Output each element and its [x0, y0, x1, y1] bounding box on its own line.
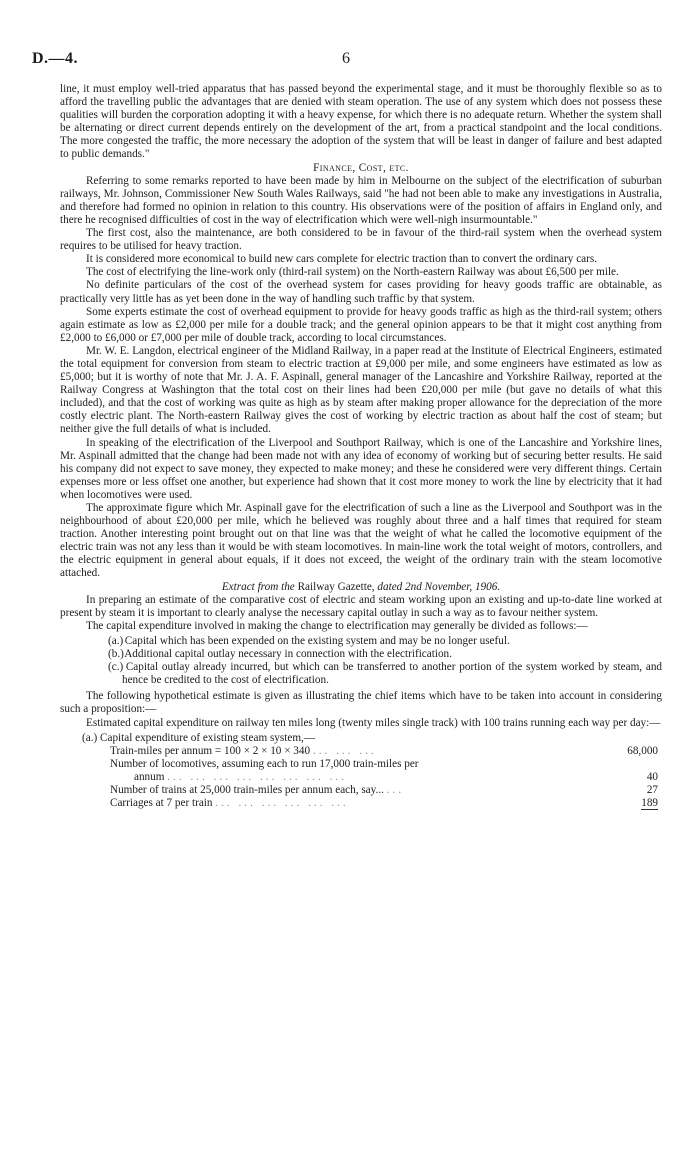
- extract-heading-source: Extract from the: [221, 580, 295, 593]
- paragraph: Mr. W. E. Langdon, electrical engineer of the Midland Railway, in a paper read at the Institute of Electrical Engineers, estimated the total equipment for conversion from steam to electric traction at £9,000 per mile, and some engineers have estimated as low as £5,000; but it is worthy of note that Mr. J. A. F. Aspinall, general manager of the Lancashire and Yorkshire Railway, reported at the Railway Congress at Washington that the total cost on their lines had been £20,000 per mile (but gave no details of what this included), and that the cost of working was quite as high as by steam after making proper allowance for the depreciation of the more costly electric plant. The North-eastern Railway gives the cost of working by electric traction as about half the cost of steam; but neither give the full details of what is included.: [60, 344, 662, 436]
- extract-heading: [60, 581, 662, 594]
- paragraph: No definite particulars of the cost of the overhead system for cases providing for heavy goods traffic are obtainable, as practically very little has as yet been done in the way of handling such traffic by that system.: [60, 279, 662, 305]
- estimate-row-label: Number of locomotives, assuming each to run 17,000 train-miles per: [110, 757, 419, 770]
- list-marker: (b.): [108, 648, 124, 661]
- estimate-row-value: 40: [646, 770, 658, 783]
- list-item-text: Capital outlay already incurred, but which can be transferred to another portion of the system worked by steam, and hence be credited to the cost of electrification.: [122, 661, 663, 687]
- paragraph: In preparing an estimate of the comparative cost of electric and steam working upon an existing and up-to-date line worked at present by steam it is important to clearly analyse the necessary capital outlay in such a way as to favour neither system.: [60, 593, 662, 619]
- document-id: D.—4.: [32, 50, 79, 67]
- paragraph: The following hypothetical estimate is given as illustrating the chief items which have to be taken into account in considering such a proposition:—: [60, 690, 662, 716]
- paragraph: It is considered more economical to build new cars complete for electric traction than to convert the ordinary cars.: [86, 253, 598, 266]
- list-item-text: Capital which has been expended on the existing system and may be no longer useful.: [124, 634, 510, 647]
- list-item: [60, 661, 662, 687]
- extract-heading-publication: Railway Gazette,: [294, 580, 378, 593]
- list-marker: (a.): [108, 634, 124, 647]
- table-row: [60, 771, 662, 784]
- paragraph: In speaking of the electrification of the Liverpool and Southport Railway, which is one of the Lancashire and Yorkshire lines, Mr. Aspinall admitted that the change had been made not with any idea of economy of working but of securing better results. He said his company did not expect to save money, they expected to make money; and these he considered were very different things. Certain expenses more or less offset one another, but experience had shown that it cost more money to work the line by electricity that it had when locomotives were used.: [60, 436, 662, 501]
- table-row: [60, 758, 662, 771]
- list-item-text: Additional capital outlay necessary in connection with the electrification.: [124, 648, 452, 661]
- estimate-table: [60, 732, 662, 811]
- paragraph: The cost of electrifying the line-work only (third-rail system) on the North-eastern Railway was about £6,500 per mile.: [86, 266, 619, 279]
- section-heading-finance: Finance, Cost, etc.: [313, 161, 409, 174]
- table-row: [60, 732, 662, 745]
- list-item: [60, 635, 662, 648]
- paragraph: Some experts estimate the cost of overhead equipment to provide for heavy goods traffic as high as the third-rail system; others again estimate as low as £2,000 per mile for a double track; and the general opinion appears to be that it might cost anything from £2,000 to £6,000 or £7,000 per mile of double track, according to local circumstances.: [60, 305, 662, 344]
- page-number: 6: [342, 50, 350, 67]
- paragraph: Estimated capital expenditure on railway ten miles long (twenty miles single track) with 100 trains running each way per day:—: [86, 716, 661, 729]
- table-row: [60, 797, 662, 810]
- estimate-row-label: annum ... ... ... ... ... ... ... ...: [134, 770, 347, 783]
- table-row: [60, 745, 662, 758]
- paragraph: The first cost, also the maintenance, are both considered to be in favour of the third-rail system when the overhead system requires to be utilised for heavy traction.: [60, 227, 662, 253]
- list-item: [60, 648, 662, 661]
- extract-heading-date: dated 2nd November, 1906.: [377, 580, 501, 593]
- paragraph: The approximate figure which Mr. Aspinall gave for the electrification of such a line as the Liverpool and Southport was in the neighbourhood of about £20,000 per mile, which he believed was roughly about three and a half times that required for steam traction. Another interesting point brought out on that line was that the weight of what he called the locomotive equipment of the electric train was not any less than it would be with steam locomotives. In main-line work the total weight of motors, controllers, and the electric equipment in general about equals, if it does not exceed, the weight of the ordinary train with the steam locomotive attached.: [60, 502, 662, 580]
- document-body: [60, 83, 662, 810]
- estimate-row-label: Train-miles per annum = 100 × 2 × 10 × 340 ... ... ...: [110, 744, 377, 757]
- table-row: [60, 784, 662, 797]
- capital-list: [60, 635, 662, 687]
- estimate-section-label: (a.) Capital expenditure of existing steam system,—: [82, 731, 316, 744]
- paragraph: line, it must employ well-tried apparatus that has passed beyond the experimental stage, and it must be thoroughly flexible so as to afford the travelling public the advantages that are denied with steam operation. The use of any system which does not possess these qualities will burden the corporation adopting it with a heavy expense, for which there is no adequate return. Whether the system shall be alternating or direct current depends entirely on the development of the art, from a practical standpoint and the local conditions. The more congested the traffic, the more necessary the adoption of the system that will be least in danger of failure and best adapted to public demands.": [60, 83, 662, 161]
- list-marker: (c.): [108, 661, 124, 674]
- estimate-row-label: Number of trains at 25,000 train-miles per annum each, say... ...: [110, 783, 405, 796]
- page-header: [0, 50, 700, 74]
- estimate-row-value: 27: [646, 783, 658, 796]
- paragraph: The capital expenditure involved in making the change to electrification may generally be divided as follows:—: [86, 619, 588, 632]
- paragraph: Referring to some remarks reported to have been made by him in Melbourne on the subject of the electrification of suburban railways, Mr. Johnson, Commissioner New South Wales Railways, said "he had not been able to make any investigations in Australia, and therefore had formed no opinion in relation to this country. His observations were of the position of affairs in England only, and there he recognised difficulties of cost in the way of electrification which were well-nigh insurmountable.": [60, 174, 662, 226]
- estimate-row-value: 189: [641, 797, 658, 810]
- estimate-row-label: Carriages at 7 per train ... ... ... ... ... ...: [110, 797, 349, 810]
- estimate-row-value: [596, 758, 662, 771]
- estimate-row-value: 68,000: [627, 744, 658, 757]
